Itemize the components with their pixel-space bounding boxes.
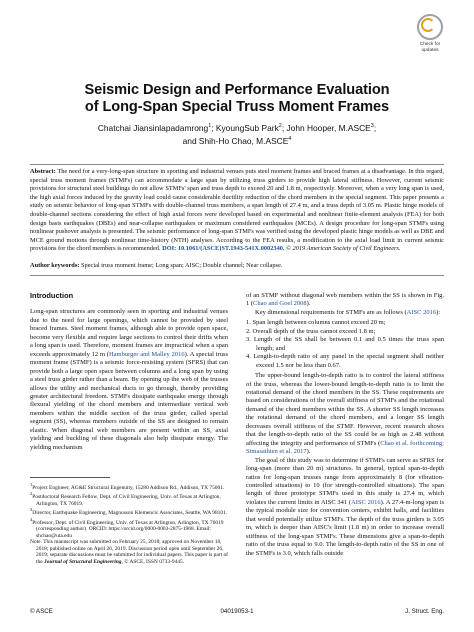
footnote-2: $^2$Postdoctoral Research Fellow, Dept. of Civil Engineering, Univ. of Texas at Arlington, Arlington, TX 76019.	[30, 491, 221, 507]
citation-link[interactable]: AISC 2016	[351, 498, 381, 506]
footnote-note: Note. This manuscript was submitted on February 25, 2018; approved on November 16, 2018; published online on April 26, 2019. Discussion period open until September 26, 2019; separate discussions must be submitted for individual papers. This paper is part of the Journal of Structural Engineering, © ASCE, ISSN 0733-9445.	[30, 539, 228, 565]
right-paragraph-1: of an STMF without diagonal web members within the SS is shown in Fig. 1 (Chao and Goel 2008).	[246, 292, 444, 308]
footer-publisher: © ASCE	[30, 608, 53, 615]
right-paragraph-4: The goal of this study was to determine if STMFs can serve as SFRS for long-span (more than 20 m) structures. In general, typical span-to-depth ratios for long-span trusses range from approximately 8 (for vibration-controlled situations) to 10 (for strength-controlled situations). The span length of three prototype STMFs used in this study is 27.4 m, which violates the current limits in AISC 341 (AISC 2016). A 27.4-m-long span is the typical module size for convention centers, exhibit halls, and facilities that would potentially utilize STMFs. The depth of the truss girders is 3.05 m, which is deeper than AISC's limit (1.8 m) in order to increase overall stiffness of the long-span STMFs. These dimensions give a span-to-depth ratio of the truss equal to 9.0. The length-to-depth ratio of the SS in one of the STMFs is 3.0, which falls outside	[246, 456, 445, 557]
author-4-sup: 4	[288, 135, 292, 142]
right-paragraph-2: Key dimensional requirements for STMFs are as follows (AISC 2016):	[255, 308, 441, 316]
author-3-sup: 3	[370, 123, 374, 129]
list-item: 2. Overall depth of the truss cannot exceed 1.8 m;	[246, 327, 376, 335]
abstract	[30, 168, 444, 254]
doi-link[interactable]: DOI: 10.1061/(ASCE)ST.1943-541X.0002340.	[162, 245, 285, 253]
citation-link[interactable]: Chao et al. forthcoming; Simasathien et al. 2017	[246, 439, 444, 456]
title-line1: Seismic Design and Performance Evaluation	[84, 82, 390, 98]
author-4: and Shih-Ho Chao, M.ASCE	[182, 135, 289, 146]
list-item: 3. Length of the SS shall be between 0.1 and 0.5 times the truss span length; and	[246, 336, 444, 352]
citation-link[interactable]: Chao and Goel 2008	[253, 300, 307, 308]
list-item: 1. Span length between columns cannot exceed 20 m;	[246, 319, 386, 327]
footer-journal: J. Struct. Eng.	[405, 608, 444, 615]
keywords	[30, 262, 444, 271]
abstract-label: Abstract:	[30, 168, 56, 175]
list-item: 4. Length-to-depth ratio of any panel in the special segment shall neither exceed 1.5 nor be less than 0.67.	[246, 353, 444, 369]
author-2-sup: 2	[278, 123, 282, 129]
requirements-list	[246, 319, 444, 370]
badge-line1: Check for	[419, 42, 441, 47]
abstract-top-rule	[30, 164, 444, 165]
footer-page-id: 04019053-1	[220, 608, 254, 615]
check-for-updates-badge[interactable]	[410, 14, 450, 53]
author-list	[40, 121, 434, 147]
copyright: © 2019 American Society of Civil Engineers.	[286, 245, 401, 253]
footnote-1: $^1$Project Engineer, AG&E Structural Engenuity, 15280 Addison Rd., Addison, TX 75001.	[30, 482, 225, 491]
footnote-4: $^4$Professor, Dept. of Civil Engineering, Univ. of Texas at Arlington, Arlington, TX 76019 (corresponding author). ORCID: https://orcid.org/0000-0003-2875-1968. Email: shchao@uta.edu	[30, 516, 224, 539]
right-paragraph-3: The upper-bound length-to-depth ratio is to control the lateral stiffness of the truss, whereas the lower-bound length-to-depth ratio is to limit the rotational demand of the chord members in the SS. These requirements are based on considerations of the overall stiffness of STMFs and the rotational demand of the chord members within the SS. A shorter SS length increases the rotational demand of the chord members, and a longer SS length decreases overall stiffness of the STMF. However, recent research shows that the length-to-depth ratio of the SS could be as high as 2.48 without affecting the integrity and performance of STMFs (Chao et al. forthcoming; Simasathien et al. 2017).	[246, 372, 444, 456]
abstract-bottom-rule	[30, 275, 444, 276]
author-1: Chatchai Jiansinlapadamrong	[97, 122, 209, 133]
author-3: ; John Hooper, M.ASCE	[281, 122, 371, 133]
footnote-3: $^3$Director, Earthquake Engineering, Magnusson Klemencic Associates, Seattle, WA 98101.	[30, 507, 228, 517]
intro-paragraph: Long-span structures are commonly seen in sporting and industrial venues due to the need for large openings, which cannot be provided by steel braced frames. Steel moment frames, although able to provide open space, become very flexible and require large sections to control their drifts when a long span is used. Therefore, moment frames are impractical when a span exceeds approximately 12 m (Hamburger and Malley 2016). A special truss moment frame (STMF) is a seismic force-resisting system (SFRS) that can provide both a large open space between columns and a long span by using a steel truss girder rather than a beam. By opening up the web of the trusses allows the utility and mechanical ducts to go through, thereby providing greater architectural freedom. STMFs dissipate earthquake energy through flexural yielding of the chord members and intermediate vertical web members within the middle section of the truss girder, called special segment (SS), whereas members outside of the SS are designed to remain elastic. When diagonal web members are present within an SS, axial yielding and buckling of these diagonals also help dissipate energy. The yielding mechanism	[30, 308, 229, 451]
citation-link[interactable]: Hamburger and Malley 2016	[108, 350, 185, 358]
right-column	[246, 292, 444, 558]
author-sep: ;	[373, 122, 377, 133]
left-column	[30, 292, 228, 452]
badge-line2: updates	[421, 47, 439, 53]
author-2: ; KyoungSub Park	[211, 122, 279, 133]
title-line2: of Long-Span Special Truss Moment Frames	[84, 99, 390, 115]
keywords-text: Special truss moment frame; Long span; AISC; Double channel; Near collapse.	[81, 262, 283, 269]
section-heading-introduction: Introduction	[30, 291, 74, 300]
author-1-sup: 1	[208, 123, 212, 129]
check-updates-icon	[417, 14, 443, 40]
abstract-text: The need for a very-long-span structure in sporting and industrial venues puts steel moment frames and braced frames at a disadvantage. In this regard, special truss moment frames (STMFs) can accommodate a large span by utilizing truss girders to provide high lateral stiffness. However, current seismic provisions for structural steel buildings do not allow STMFs' span and truss depth to exceed 20 and 1.8 m, respectively. Moreover, when a very long span is used, the high axial forces induced by the gravity load could cause considerable ductility reduction of the chord members in the special segment. This paper presents a study on seismic behavior of long-span STMFs with double-channel truss members, a span length of 27.4 m, and a truss depth of 3.05 m. Plastic hinge models of double-channel sections considering the effect of high axial forces were developed based on experimental and nonlinear finite-element analysis (FEA) for both design basis earthquakes (DBEs) and near-collapse earthquakes or maximum considered earthquakes (MCEs). A design procedure for long-span STMFs using nonlinear pushover analysis is presented. The seismic performance of long-span STMFs was verified using the developed plastic hinge models as well as DBE and MCE ground motions through nonlinear time-history (NTH) analyses. According to the FEA results, a modification to the axial load limit in current seismic provisions for the chord members is recommended.	[30, 168, 444, 253]
footnotes	[30, 482, 228, 565]
citation-link[interactable]: AISC 2016	[406, 308, 437, 316]
paper-title	[60, 82, 414, 116]
keywords-label: Author keywords:	[30, 262, 80, 269]
footnote-rule	[30, 477, 110, 478]
